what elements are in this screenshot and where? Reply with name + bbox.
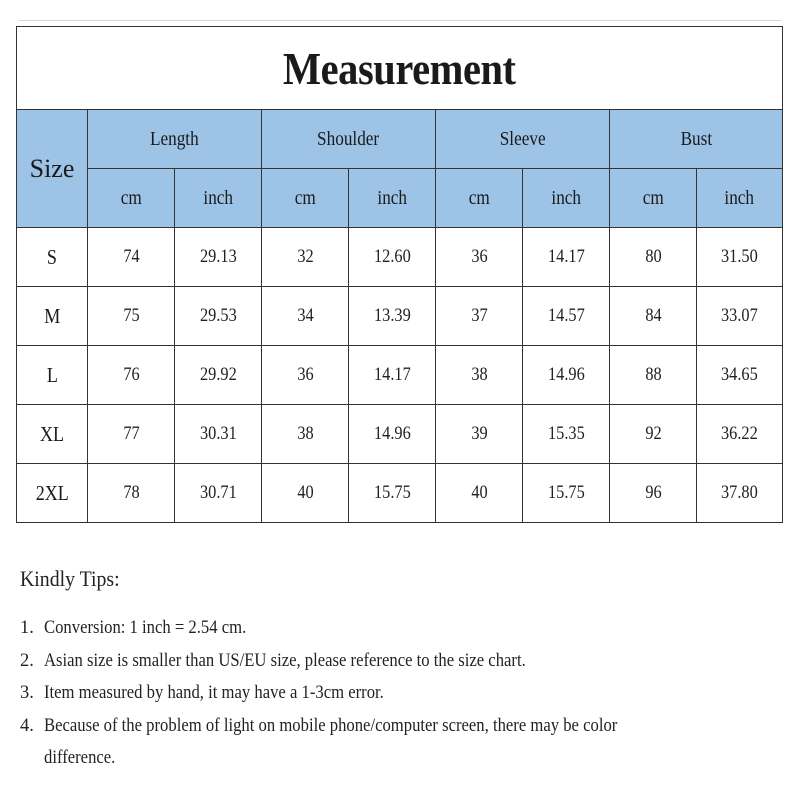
table-cell: 40 <box>262 464 349 523</box>
table-cell: 15.75 <box>349 464 436 523</box>
size-label: M <box>17 287 88 346</box>
table-cell: 38 <box>436 346 523 405</box>
size-label: XL <box>17 405 88 464</box>
unit-header: inch <box>523 169 610 228</box>
table-cell: 74 <box>88 228 175 287</box>
table-cell: 34.65 <box>697 346 783 405</box>
table-cell: 80 <box>610 228 697 287</box>
table-row <box>17 464 783 523</box>
table-cell: 92 <box>610 405 697 464</box>
size-column-header: Size <box>17 110 88 228</box>
unit-header: inch <box>349 169 436 228</box>
unit-header: cm <box>88 169 175 228</box>
tips-list <box>20 612 780 775</box>
table-cell: 14.17 <box>523 228 610 287</box>
kindly-tips <box>20 566 780 775</box>
top-divider <box>18 20 782 21</box>
group-header-length: Length <box>88 110 262 169</box>
table-cell: 12.60 <box>349 228 436 287</box>
table-cell: 31.50 <box>697 228 783 287</box>
table-row <box>17 287 783 346</box>
tip-item <box>20 645 780 678</box>
table-cell: 34 <box>262 287 349 346</box>
table-cell: 32 <box>262 228 349 287</box>
table-cell: 84 <box>610 287 697 346</box>
tip-item <box>20 612 780 645</box>
unit-header: cm <box>436 169 523 228</box>
tip-text: Conversion: 1 inch = 2.54 cm. <box>44 618 247 638</box>
table-cell: 14.96 <box>349 405 436 464</box>
table-row <box>17 228 783 287</box>
table-row <box>17 405 783 464</box>
table-cell: 96 <box>610 464 697 523</box>
table-cell: 88 <box>610 346 697 405</box>
size-chart-table <box>16 26 783 523</box>
table-cell: 29.92 <box>175 346 262 405</box>
table-cell: 29.13 <box>175 228 262 287</box>
tip-number: 2. <box>20 650 34 671</box>
table-cell: 40 <box>436 464 523 523</box>
table-title: Measurement <box>17 27 783 110</box>
table-cell: 37 <box>436 287 523 346</box>
tip-text: Because of the problem of light on mobile phone/computer screen, there may be color difference. <box>44 715 618 768</box>
tip-text: Item measured by hand, it may have a 1-3cm error. <box>44 683 384 703</box>
unit-header: inch <box>697 169 783 228</box>
tip-item <box>20 710 780 775</box>
table-cell: 77 <box>88 405 175 464</box>
table-cell: 30.71 <box>175 464 262 523</box>
size-label: 2XL <box>17 464 88 523</box>
table-cell: 30.31 <box>175 405 262 464</box>
tip-number: 3. <box>20 683 34 703</box>
group-header-shoulder: Shoulder <box>262 110 436 169</box>
tip-number: 1. <box>20 618 34 638</box>
size-label: S <box>17 228 88 287</box>
tip-number: 4. <box>20 715 34 736</box>
table-row <box>17 346 783 405</box>
table-cell: 33.07 <box>697 287 783 346</box>
table-cell: 15.75 <box>523 464 610 523</box>
tip-text: Asian size is smaller than US/EU size, please reference to the size chart. <box>44 650 526 671</box>
size-rows <box>17 228 783 523</box>
table-cell: 38 <box>262 405 349 464</box>
size-label: L <box>17 346 88 405</box>
table-cell: 76 <box>88 346 175 405</box>
table-cell: 13.39 <box>349 287 436 346</box>
table-cell: 37.80 <box>697 464 783 523</box>
table-cell: 29.53 <box>175 287 262 346</box>
table-cell: 75 <box>88 287 175 346</box>
tips-heading: Kindly Tips: <box>20 566 120 591</box>
table-cell: 36.22 <box>697 405 783 464</box>
table-cell: 15.35 <box>523 405 610 464</box>
unit-header: cm <box>610 169 697 228</box>
unit-header: inch <box>175 169 262 228</box>
unit-header: cm <box>262 169 349 228</box>
table-cell: 14.57 <box>523 287 610 346</box>
table-cell: 36 <box>436 228 523 287</box>
table-cell: 14.96 <box>523 346 610 405</box>
table-cell: 36 <box>262 346 349 405</box>
table-cell: 14.17 <box>349 346 436 405</box>
table-cell: 39 <box>436 405 523 464</box>
group-header-bust: Bust <box>610 110 783 169</box>
tip-item <box>20 677 780 710</box>
table-cell: 78 <box>88 464 175 523</box>
group-header-sleeve: Sleeve <box>436 110 610 169</box>
